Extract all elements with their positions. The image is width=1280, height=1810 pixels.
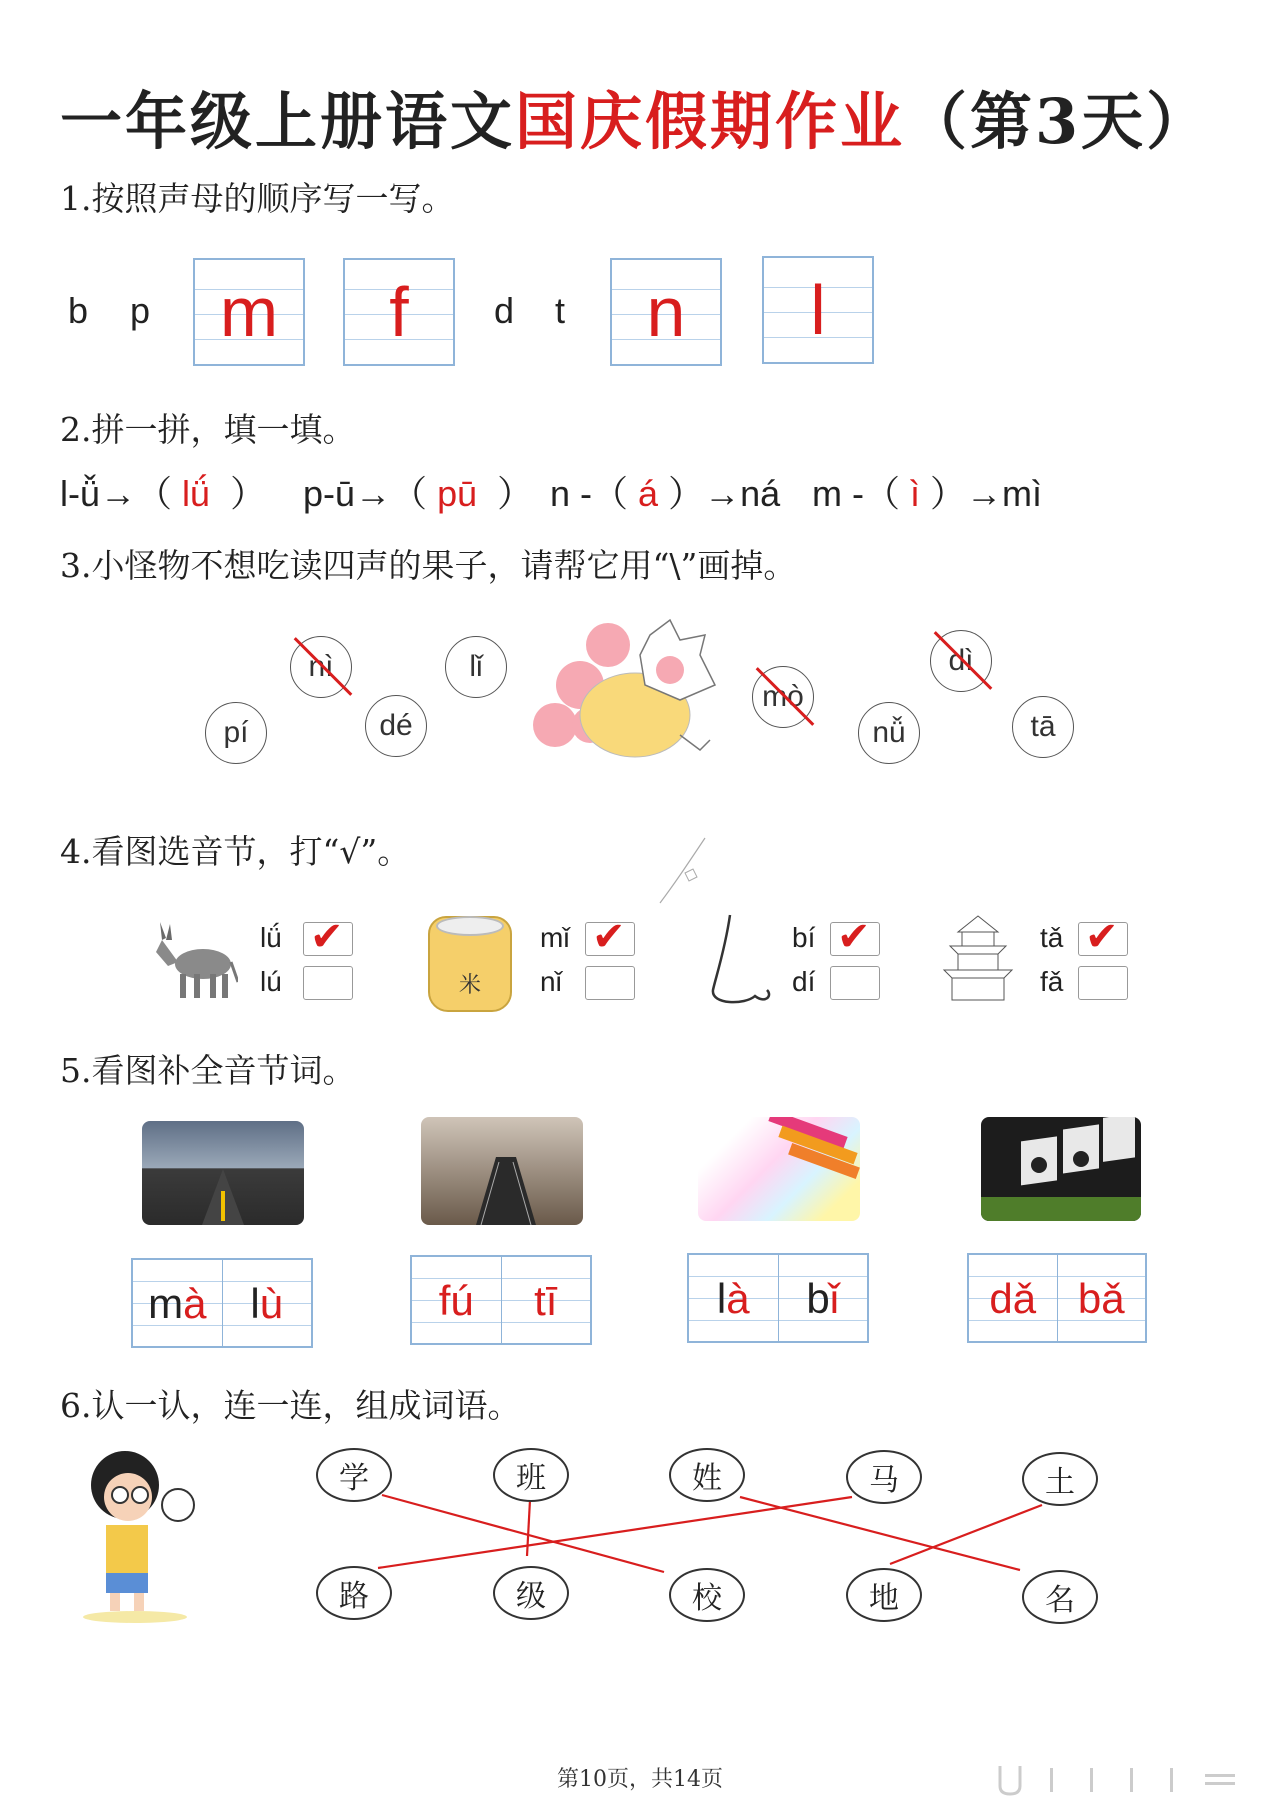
- bottom-char-2[interactable]: 级: [493, 1566, 569, 1620]
- pinyin-item-2-post: ）: [497, 473, 534, 514]
- title-suffix: （第3天）: [905, 85, 1212, 158]
- answer-3: n: [646, 273, 686, 351]
- rice-label: 米: [458, 973, 481, 998]
- fruit-nv-label: nǚ: [872, 716, 906, 749]
- option-nose-top: bí: [792, 922, 816, 953]
- syllable-answer: à: [183, 1280, 207, 1327]
- fruit-mo-label: mò: [762, 680, 804, 713]
- line-ban-ji: [527, 1500, 530, 1556]
- check-mark-icon: ✔: [310, 914, 344, 960]
- check-mark-icon: ✔: [1085, 914, 1119, 960]
- answer-4: l: [810, 271, 826, 349]
- option-nose-bottom: dí: [792, 966, 816, 997]
- top-char-2[interactable]: 班: [493, 1448, 569, 1502]
- syllable-answer: dǎ: [989, 1275, 1037, 1322]
- question-1-prompt: 1.按照声母的顺序写一写。: [60, 179, 455, 218]
- fruit-pi-label: pí: [223, 716, 249, 749]
- fruit-ta-label: tā: [1030, 710, 1056, 743]
- pinyin-item-4-answer[interactable]: ì: [910, 473, 921, 514]
- letter-p: p: [130, 290, 151, 331]
- question-3-prompt: 3.小怪物不想吃读四声的果子，请帮它用“\”画掉。: [60, 546, 797, 585]
- page-number: 第10页，共14页: [557, 1767, 723, 1792]
- answer-2: f: [389, 273, 409, 351]
- fruit-ni-label: nì: [308, 650, 334, 683]
- answer-1: m: [219, 273, 279, 351]
- fruit-li-label: lǐ: [469, 650, 483, 683]
- option-rice-bottom: nǐ: [540, 966, 562, 997]
- option-tower-bottom: fǎ: [1040, 966, 1064, 997]
- watermark-icon: [990, 1760, 1250, 1800]
- pinyin-item-2-pre: p-ū→（: [303, 473, 428, 514]
- pinyin-item-3-answer[interactable]: á: [638, 473, 659, 514]
- question-4-prompt: 4.看图选音节，打“√”。: [60, 832, 411, 871]
- fruit-de-label: dé: [379, 709, 413, 742]
- pinyin-item-3-pre: n -（: [550, 473, 629, 514]
- top-char-4[interactable]: 马: [846, 1450, 922, 1504]
- question-5-prompt: 5.看图补全音节词。: [60, 1051, 356, 1090]
- fruit-di-label: dì: [948, 644, 974, 677]
- option-donkey-bottom: lú: [260, 966, 282, 997]
- letter-d: d: [494, 290, 515, 331]
- pinyin-item-1-pre: l-ǚ→（: [60, 473, 173, 514]
- pinyin-item-3-post: ）→ná: [668, 473, 781, 514]
- letter-b: b: [68, 290, 89, 331]
- syllable-answer: bǎ: [1077, 1275, 1125, 1322]
- title-red: 国庆假期作业: [515, 85, 906, 158]
- syllable-initial: l: [250, 1280, 260, 1327]
- option-tower-top: tǎ: [1040, 922, 1064, 953]
- pinyin-item-4-post: ）→mì: [930, 473, 1043, 514]
- question-6-prompt: 6.认一认，连一连，组成词语。: [60, 1386, 521, 1425]
- pinyin-item-2-answer[interactable]: pū: [437, 473, 478, 514]
- question-2-prompt: 2.拼一拼，填一填。: [60, 410, 356, 449]
- bottom-char-5[interactable]: 名: [1022, 1570, 1098, 1624]
- title-black: 一年级上册语文: [60, 85, 516, 158]
- check-mark-icon: ✔: [837, 914, 871, 960]
- syllable-initial: l: [716, 1275, 727, 1322]
- bottom-char-3[interactable]: 校: [669, 1568, 745, 1622]
- syllable-answer: à: [726, 1275, 750, 1322]
- syllable-answer: fú: [438, 1277, 474, 1324]
- syllable-answer: ǐ: [829, 1275, 840, 1322]
- syllable-answer: ù: [259, 1280, 284, 1327]
- top-char-1[interactable]: 学: [316, 1448, 392, 1502]
- bottom-char-4[interactable]: 地: [846, 1568, 922, 1622]
- syllable-initial: b: [806, 1275, 830, 1322]
- top-char-5[interactable]: 土: [1022, 1452, 1098, 1506]
- option-rice-top: mǐ: [540, 922, 570, 953]
- letter-t: t: [555, 290, 566, 331]
- option-donkey-top: lǘ: [260, 922, 282, 953]
- line-ma-lu: [378, 1497, 852, 1568]
- bottom-char-1[interactable]: 路: [316, 1566, 392, 1620]
- pinyin-item-4-pre: m -（: [812, 473, 900, 514]
- top-char-3[interactable]: 姓: [669, 1448, 745, 1502]
- check-mark-icon: ✔: [592, 914, 626, 960]
- syllable-answer: tī: [534, 1277, 558, 1324]
- pinyin-item-1-post: ）: [230, 473, 267, 514]
- syllable-initial: m: [148, 1280, 184, 1327]
- pinyin-item-1-answer[interactable]: lǘ: [182, 473, 211, 514]
